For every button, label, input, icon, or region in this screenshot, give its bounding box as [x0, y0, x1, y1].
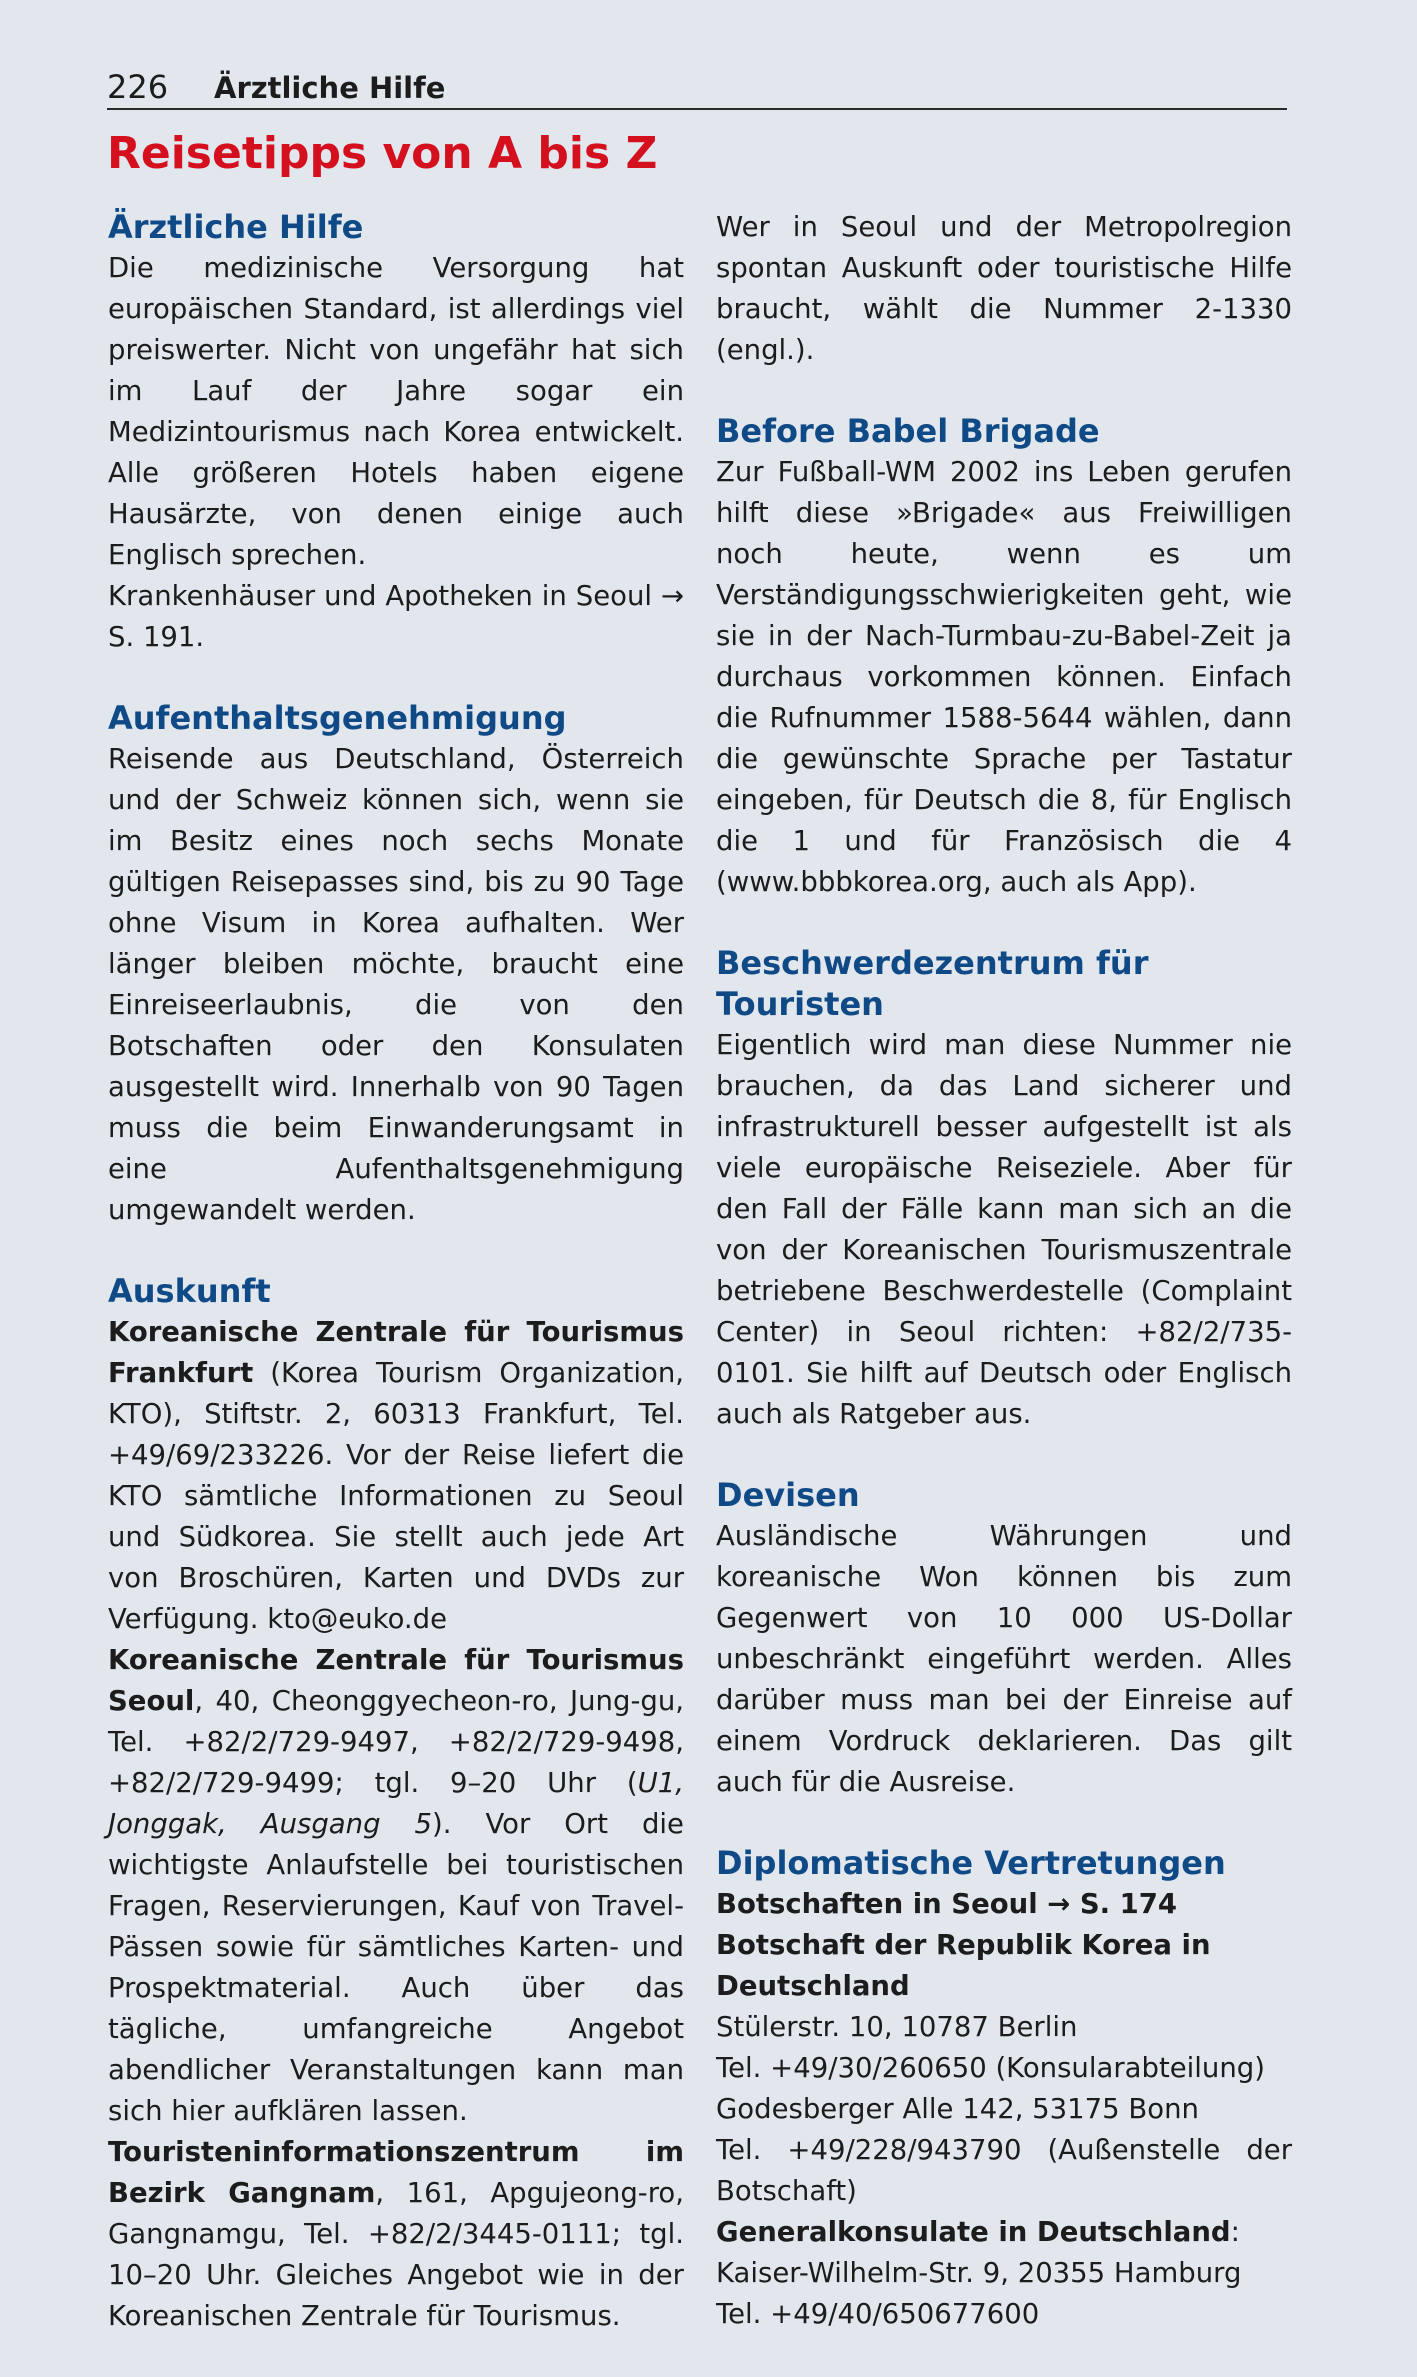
right-column	[716, 207, 1292, 2375]
section-heading: Devisen	[716, 1476, 860, 1514]
section-aufenthaltsgenehmigung	[108, 698, 684, 1231]
entry-kto-frankfurt	[108, 1312, 684, 1640]
entry-name: Touristeninformationszentrum im Bezirk Gangnam	[108, 2136, 684, 2209]
address-line: Godesberger Alle 142, 53175 Bonn	[716, 2093, 1199, 2125]
running-head: Ärztliche Hilfe	[214, 71, 446, 105]
paragraph: Reisende aus Deutschland, Österreich und der Schweiz können sich, wenn sie im Besitz eines noch sechs Monate gültigen Reisepasses sind, bis zu 90 Tage ohne Visum in Korea aufhalten. Wer länger bleiben möchte, braucht eine Einreiseerlaubnis, die von den Botschaften oder den Konsulaten ausgestellt wird. Innerhalb von 90 Tagen muss die beim Einwanderungsamt in eine Aufenthaltsgenehmigung umgewandelt werden.	[108, 743, 684, 1226]
section-aerztliche-hilfe	[108, 207, 684, 658]
page-number: 226	[107, 68, 169, 106]
section-before-babel-brigade	[716, 411, 1292, 903]
line-text: :	[1230, 2216, 1240, 2248]
section-auskunft	[108, 1271, 684, 2337]
entry-text: , 161, Apgujeong-ro, Gangnamgu, Tel. +82/2/3445-0111; tgl. 10–20 Uhr. Gleiches Angebot wie in der Koreanischen Zentrale für Tourismus.	[108, 2177, 684, 2332]
entry-transit: U1, Jonggak, Ausgang 5	[108, 1767, 684, 1840]
section-heading: Ärztliche Hilfe	[108, 208, 364, 246]
paragraph: Zur Fußball-WM 2002 ins Leben gerufen hilft diese »Brigade« aus Freiwilligen noch heute, wenn es um Verständigungsschwierigkeiten geht, wie sie in der Nach-Turmbau-zu-Babel-Zeit ja durchaus vorkommen können. Einfach die Rufnummer 1588-5644 wählen, dann die gewünschte Sprache per Tastatur eingeben, für Deutsch die 8, für Englisch die 1 und für Französisch die 4 (www.bbbkorea.org, auch als App).	[716, 456, 1292, 898]
address-line: Stülerstr. 10, 10787 Berlin	[716, 2011, 1078, 2043]
section-heading: Diplomatische Vertretungen	[716, 1844, 1226, 1882]
line-text: Generalkonsulate in Deutschland	[716, 2216, 1231, 2248]
section-heading: Aufenthaltsgenehmigung	[108, 699, 567, 737]
section-heading: Auskunft	[108, 1272, 271, 1310]
line-text: Botschaften in Seoul → S. 174	[716, 1888, 1178, 1920]
left-column	[108, 207, 684, 2377]
phone-line: Tel. +49/40/650677600	[716, 2298, 1040, 2330]
paragraph: Wer in Seoul und der Metropolregion spontan Auskunft oder touristische Hilfe braucht, wählt die Nummer 2-1330 (engl.).	[716, 211, 1292, 366]
line-bold	[716, 1884, 1292, 1925]
paragraph: Die medizinische Versorgung hat europäischen Standard, ist allerdings viel preiswerter. Nicht von ungefähr hat sich im Lauf der Jahre sogar ein Medizintourismus nach Korea entwickelt. Alle größeren Hotels haben eigene Hausärzte, von denen einige auch Englisch sprechen.	[108, 252, 684, 571]
section-beschwerdezentrum	[716, 943, 1292, 1435]
line-text: Botschaft der Republik Korea in Deutschland	[716, 1929, 1211, 2002]
section-heading: Beschwerdezentrum für Touristen	[716, 944, 1149, 1023]
section-auskunft-continued	[716, 207, 1292, 371]
entry-text: (Korea Tourism Organization, KTO), Stiftstr. 2, 60313 Frankfurt, Tel. +49/69/233226. Vor der Reise liefert die KTO sämtliche Informationen zu Seoul und Südkorea. Sie stellt auch jede Art von Broschüren, Karten und DVDs zur Verfügung. kto@euko.de	[108, 1357, 684, 1635]
address-line: Kaiser-Wilhelm-Str. 9, 20355 Hamburg	[716, 2257, 1242, 2289]
page-header	[107, 68, 1287, 110]
entry-name: Koreanische Zentrale für Tourismus Frankfurt	[108, 1316, 684, 1389]
entry-name: Koreanische Zentrale für Tourismus Seoul	[108, 1644, 684, 1717]
entry-kto-seoul	[108, 1640, 684, 2132]
line-bold	[716, 1925, 1292, 2007]
entry-gangnam	[108, 2132, 684, 2337]
paragraph: Eigentlich wird man diese Nummer nie brauchen, da das Land sicherer und infrastrukturell besser aufgestellt ist als viele europäische Reiseziele. Aber für den Fall der Fälle kann man sich an die von der Koreanischen Tourismuszentrale betriebene Beschwerdestelle (Complaint Center) in Seoul richten: +82/2/735-0101. Sie hilft auf Deutsch oder Englisch auch als Ratgeber aus.	[716, 1029, 1292, 1430]
section-heading: Before Babel Brigade	[716, 412, 1100, 450]
paragraph: Ausländische Währungen und koreanische Won können bis zum Gegenwert von 10 000 US-Dollar unbeschränkt eingeführt werden. Alles darüber muss man bei der Einreise auf einem Vordruck deklarieren. Das gilt auch für die Ausreise.	[716, 1520, 1292, 1798]
main-title: Reisetipps von A bis Z	[107, 128, 658, 179]
entry-text: , 40, Cheonggyecheon-ro, Jung-gu, Tel. +82/2/729-9497, +82/2/729-9498, +82/2/729-9499; tgl. 9–20 Uhr (	[108, 1685, 684, 1799]
entry-text: ). Vor Ort die wichtigste Anlaufstelle bei touristischen Fragen, Reservierungen, Kauf von Travel-Pässen sowie für sämtliches Karten- und Prospektmaterial. Auch über das tägliche, umfangreiche Angebot abendlicher Veranstaltungen kann man sich hier aufklären lassen.	[108, 1808, 684, 2127]
phone-line: Tel. +49/30/260650 (Konsularabteilung)	[716, 2052, 1265, 2084]
paragraph: Krankenhäuser und Apotheken in Seoul → S. 191.	[108, 580, 684, 653]
section-devisen	[716, 1475, 1292, 1803]
line-bold	[716, 2212, 1292, 2253]
phone-line: Tel. +49/228/943790 (Außenstelle der Botschaft)	[716, 2134, 1292, 2207]
section-diplomatische-vertretungen	[716, 1843, 1292, 2335]
